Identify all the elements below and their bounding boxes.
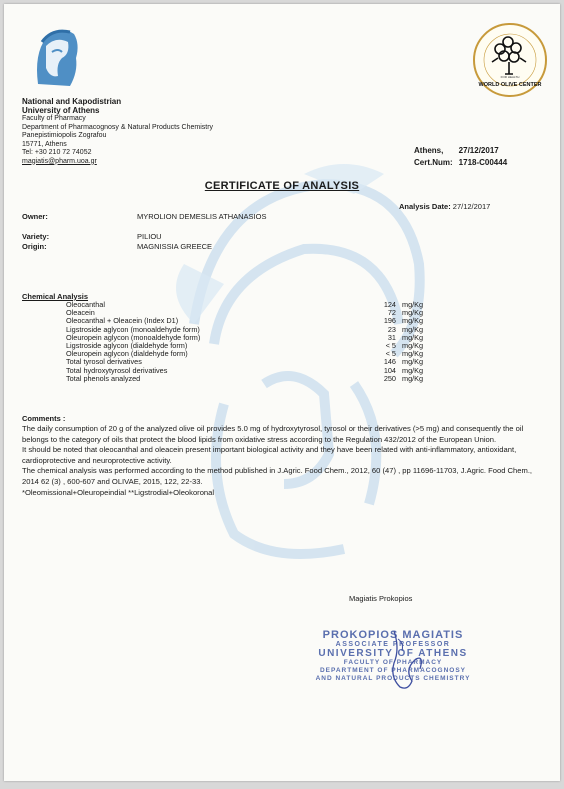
document-title: CERTIFICATE OF ANALYSIS <box>204 180 360 192</box>
result-unit: mg/Kg <box>402 341 424 351</box>
athena-logo <box>32 24 80 94</box>
result-name: Oleuropein aglycon (dialdehyde form) <box>66 349 188 359</box>
handwritten-signature <box>364 629 444 694</box>
stamp-line: DEPARTMENT OF PHARMACOGNOSY <box>319 667 467 674</box>
result-name: Total hydroxytyrosol derivatives <box>66 365 168 375</box>
certificate-page <box>4 4 560 781</box>
result-value: 104 <box>383 365 396 375</box>
result-value: 72 <box>387 308 396 318</box>
faculty-line: Faculty of Pharmacy <box>22 115 86 122</box>
origin-value: MAGNISSIA GREECE <box>137 242 213 251</box>
analysis-date <box>399 202 490 211</box>
result-unit: mg/Kg <box>402 324 424 334</box>
result-row <box>66 301 442 309</box>
result-row <box>66 375 442 383</box>
result-unit: mg/Kg <box>402 373 424 383</box>
address-line1: Panepistimiopolis Zografou <box>22 132 107 139</box>
university-line1: National and Kapodistrian <box>22 97 122 106</box>
logo-small-text: FOR HEALTH <box>500 75 520 79</box>
department-line: Department of Pharmacognosy & Natural Products Chemistry <box>22 123 214 131</box>
result-value: 196 <box>383 316 396 326</box>
cert-number: 1718-C00444 <box>458 158 508 167</box>
comment-paragraph: The chemical analysis was performed according to the method published in J.Agric. Food Chem., 2012, 60 (47) , pp 11696-11703, J.Agric. Food Chem., 2014 62 (3) , 600-607 and OLIVAE, 2015, 122, 22-33. <box>22 466 533 486</box>
stamp-line: AND NATURAL PRODUCTS CHEMISTRY <box>315 675 471 682</box>
result-value: 31 <box>387 332 396 342</box>
university-line2: University of Athens <box>22 106 100 115</box>
email-link[interactable]: magiatis@pharm.uoa.gr <box>22 157 97 165</box>
owner-label: Owner: <box>22 212 48 221</box>
address-line2: 15771, Athens <box>22 140 67 148</box>
result-name: Oleuropein aglycon (monoaldehyde form) <box>66 332 201 342</box>
result-value: < 5 <box>385 341 396 351</box>
cert-label: Cert.Num: <box>414 158 453 167</box>
logo-caption: WORLD OLIVE CENTER <box>478 82 542 88</box>
result-unit: mg/Kg <box>402 316 424 326</box>
result-value: < 5 <box>385 349 396 359</box>
analysis-date-value: 27/12/2017 <box>452 202 491 211</box>
comments-body <box>22 424 550 498</box>
result-value: 23 <box>387 324 396 334</box>
result-name: Oleacein <box>66 308 95 318</box>
result-name: Total phenols analyzed <box>66 373 141 383</box>
result-value: 250 <box>383 373 396 383</box>
result-unit: mg/Kg <box>402 300 424 309</box>
variety-value: PILIOU <box>137 232 162 241</box>
results-table <box>66 301 442 383</box>
result-unit: mg/Kg <box>402 349 424 359</box>
comments-heading: Comments : <box>22 414 66 423</box>
city-date: 27/12/2017 <box>458 146 499 155</box>
result-unit: mg/Kg <box>402 365 424 375</box>
analysis-date-label: Analysis Date: <box>399 202 451 211</box>
stamp-line: ASSOCIATE PROFESSOR <box>335 641 451 648</box>
result-name: Oleocanthal + Oleacein (Index D1) <box>66 316 179 326</box>
comment-paragraph: The daily consumption of 20 g of the analyzed olive oil provides 5.0 mg of hydroxytyrosol, tyrosol or their derivatives (>5 mg) and consequently the oil belongs to the category of oils that protect the blood lipids from oxidative stress according to the Regulation 432/2012 of the European Union. <box>22 424 524 444</box>
result-value: 124 <box>383 300 396 309</box>
phone-line: Tel: +30 210 72 74052 <box>22 149 92 156</box>
result-value: 146 <box>383 357 396 367</box>
variety-label: Variety: <box>22 232 50 241</box>
result-name: Oleocanthal <box>66 300 105 309</box>
result-unit: mg/Kg <box>402 357 424 367</box>
stamp-line: FACULTY OF PHARMACY <box>343 659 443 666</box>
comment-paragraph: It should be noted that oleocanthal and oleacein present important biological activity and they have been related with anti-inflammatory, antioxidant, cardioprotective and neuroprotective activity. <box>22 445 517 465</box>
world-olive-center-logo <box>472 22 548 98</box>
cert-info <box>412 144 513 170</box>
result-name: Total tyrosol derivatives <box>66 357 142 367</box>
city-label: Athens, <box>414 146 444 155</box>
stamp-line: UNIVERSITY OF ATHENS <box>318 648 468 659</box>
origin-label: Origin: <box>22 242 47 251</box>
stamp-line: PROKOPIOS MAGIATIS <box>322 629 464 641</box>
result-name: Ligstroside aglycon (monoaldehyde form) <box>66 324 200 334</box>
chemical-analysis-heading: Chemical Analysis <box>22 292 89 301</box>
result-unit: mg/Kg <box>402 332 424 342</box>
owner-value: MYROLION DEMESLIS ATHANASIOS <box>137 212 267 221</box>
comment-footnote: *Oleomissional+Oleuropeindial **Ligstrodial+Oleokoronal <box>22 487 215 497</box>
result-name: Ligstroside aglycon (dialdehyde form) <box>66 341 188 351</box>
institution-header <box>22 97 213 166</box>
result-unit: mg/Kg <box>402 308 424 318</box>
signature-name: Magiatis Prokopios <box>349 594 413 603</box>
